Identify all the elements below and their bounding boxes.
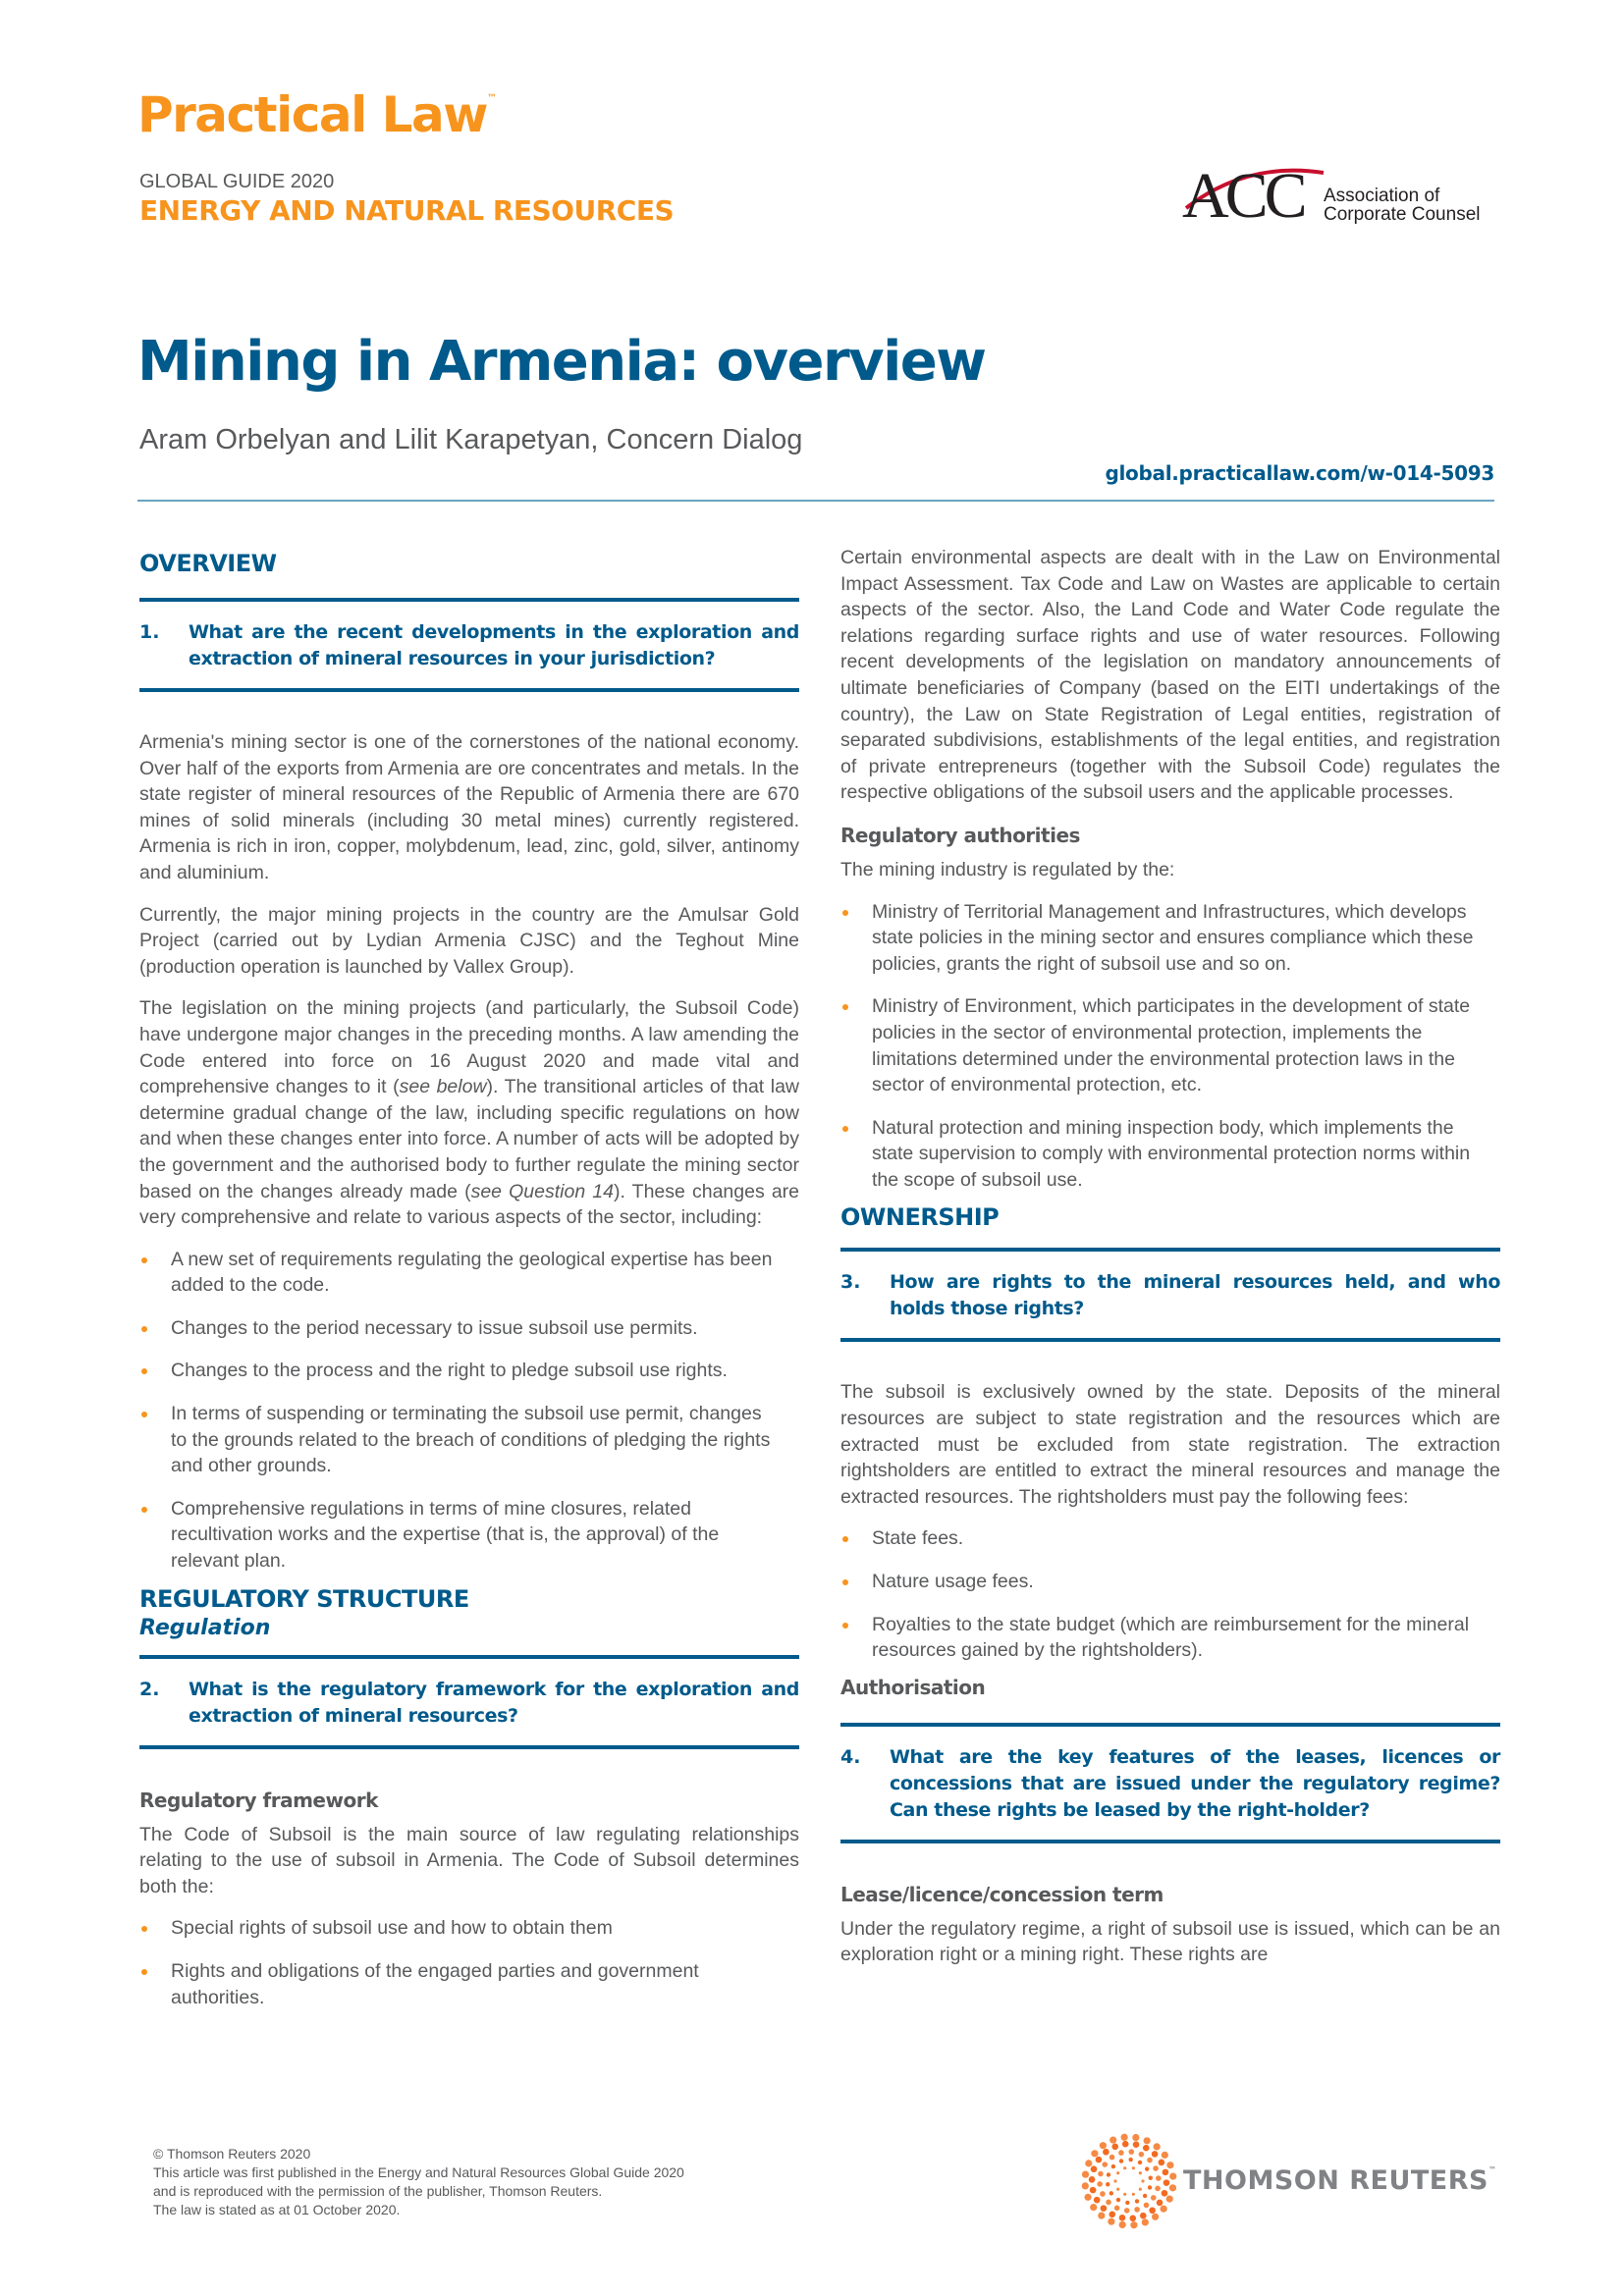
logo-dot	[1166, 2162, 1173, 2168]
publication-note: This article was first published in the Energy and Natural Resources Global Guide 2020	[153, 2164, 684, 2180]
logo-dot	[1142, 2218, 1149, 2225]
logo-dot	[1128, 2149, 1134, 2155]
question-3	[840, 1248, 1500, 1342]
acc-line2: Corporate Counsel	[1324, 204, 1481, 225]
bullet-icon	[141, 1257, 147, 1263]
logo-dot	[1169, 2184, 1176, 2191]
subheading-regulatory-authorities: Regulatory authorities	[840, 823, 1080, 847]
bullet-icon	[141, 1926, 147, 1932]
subheading-regulatory-framework: Regulatory framework	[139, 1788, 378, 1812]
logo-dot	[1145, 2166, 1149, 2170]
logo-dot	[1159, 2160, 1165, 2166]
logo-dot	[1151, 2195, 1157, 2201]
publisher-name: THOMSON REUTERS	[1183, 2165, 1489, 2196]
logo-dot	[1163, 2169, 1169, 2176]
logo-dot	[1082, 2182, 1089, 2189]
paragraph-subsoil-ownership: The subsoil is exclusively owned by the state. Deposits of the mineral resources are subject to state registration and the resources which are extracted must be excluded from state registration. The extraction rightsholders are entitled to extract the mineral resources and manage the extracted resources. The rightsholders must pay the following fees:	[840, 1381, 1500, 1508]
text-run: ). The transitional articles of that law determine gradual change of the law, including specific regulations on how and when these changes enter into force. A number of acts will be adopted by the government and the authorised body to further regulate the mining sector based on the changes already made (	[139, 1076, 800, 1202]
logo-dot	[1114, 2206, 1120, 2212]
logo-dot	[1119, 2221, 1126, 2228]
logo-dot	[1140, 2213, 1147, 2219]
question-text: What is the regulatory framework for the exploration and extraction of mineral resources?	[189, 1678, 799, 1727]
bullet-icon	[141, 1969, 147, 1975]
logo-dot	[1119, 2215, 1126, 2221]
guide-category: ENERGY AND NATURAL RESOURCES	[139, 194, 675, 227]
logo-dot	[1111, 2143, 1118, 2150]
paragraph-regulated-by: The mining industry is regulated by the:	[840, 858, 1175, 881]
bullet-icon	[141, 1507, 147, 1513]
logo-dot	[1162, 2190, 1168, 2197]
logo-dot	[1109, 2212, 1115, 2218]
logo-dot	[1132, 2134, 1139, 2141]
right-column	[840, 545, 1500, 1984]
thomson-reuters-wordmark	[1183, 2165, 1497, 2196]
logo-dot	[1132, 2166, 1135, 2169]
footer-note	[153, 2145, 684, 2219]
bullet-icon	[842, 1536, 848, 1542]
logo-dot	[1143, 2145, 1150, 2152]
list-item-text: Natural protection and mining inspection body, which implements the state supervision to comply with environmental protection norms within the scope of subsoil use.	[872, 1116, 1471, 1191]
cross-reference: see below	[399, 1076, 487, 1098]
logo-dot	[1152, 2214, 1159, 2220]
logo-dot	[1089, 2176, 1096, 2183]
paragraph-lease-term: Under the regulatory regime, a right of subsoil use is issued, which can be an exploration right or a mining right. These rights are	[840, 1917, 1500, 1966]
logo-dot	[1094, 2197, 1101, 2204]
list-item-text: Comprehensive regulations in terms of mine closures, related recultivation works and the expertise (that is, the approval) of the relevant plan.	[171, 1497, 720, 1573]
cross-reference: see Question 14	[470, 1180, 614, 1202]
logo-dot	[1123, 2193, 1126, 2196]
logo-dot	[1169, 2173, 1176, 2180]
logo-dot	[1147, 2158, 1153, 2163]
bullet-icon	[141, 1368, 147, 1374]
logo-dot	[1144, 2137, 1151, 2144]
text-run: ). These changes are very comprehensive and relate to various aspects of the sector, including:	[139, 1180, 800, 1229]
logo-dot	[1129, 2216, 1136, 2222]
list-item-text: State fees.	[872, 1527, 964, 1550]
list-item	[139, 1247, 799, 1299]
logo-dot	[1110, 2136, 1116, 2143]
bullet-icon	[141, 1326, 147, 1332]
list-item-text: Rights and obligations of the engaged parties and government authorities.	[171, 1960, 699, 2008]
logo-dot	[1090, 2187, 1097, 2194]
acc-logo-letters: ACC	[1182, 160, 1304, 232]
logo-dot	[1107, 2172, 1110, 2176]
logo-dot	[1139, 2171, 1142, 2174]
list-item	[139, 1915, 799, 1942]
logo-dot	[1098, 2171, 1104, 2177]
logo-dot	[1111, 2164, 1115, 2168]
logo-dot	[1113, 2179, 1116, 2182]
thomson-reuters-logo-icon	[1075, 2132, 1183, 2230]
text-run: The legislation on the mining projects (and particularly, the Subsoil Code) have undergone major changes in the preceding months. A law amending the Code entered into force on 16 August 2020 and made vital and comprehensive changes to it (	[139, 997, 799, 1098]
page-title: Mining in Armenia: overview	[137, 330, 986, 394]
list-item	[139, 1315, 799, 1342]
logo-dot	[1149, 2207, 1156, 2214]
logo-dot	[1091, 2150, 1098, 2157]
guide-label: GLOBAL GUIDE 2020	[139, 171, 335, 192]
acc-line1: Association of	[1324, 186, 1440, 206]
logo-dot	[1148, 2185, 1152, 2189]
logo-dot	[1139, 2152, 1145, 2158]
acc-org-name	[1324, 187, 1480, 224]
question-number: 2.	[139, 1678, 160, 1700]
logo-dot	[1128, 2158, 1132, 2162]
law-date-note: The law is stated as at 01 October 2020.	[153, 2202, 401, 2217]
logo-dot	[1157, 2200, 1164, 2207]
list-item-text: Changes to the period necessary to issue subsoil use permits.	[171, 1316, 698, 1339]
logo-dot	[1082, 2171, 1089, 2178]
question-number: 4.	[840, 1745, 861, 1768]
logo-dot	[1085, 2160, 1092, 2166]
article-link[interactable]: global.practicallaw.com/w-014-5093	[1105, 461, 1494, 485]
logo-dot	[1100, 2142, 1107, 2149]
practical-law-logo	[137, 86, 497, 143]
question-text: How are rights to the mineral resources held, and who holds those rights?	[890, 1271, 1500, 1320]
logo-dot	[1162, 2152, 1168, 2159]
logo-dot	[1106, 2200, 1111, 2206]
logo-dot	[1118, 2150, 1124, 2156]
list-item-text: Special rights of subsoil use and how to obtain them	[171, 1917, 613, 1940]
paragraph-legislation	[139, 995, 799, 1230]
logo-dot	[1121, 2134, 1128, 2141]
bullet-icon	[842, 1004, 848, 1010]
logo-dot	[1149, 2176, 1153, 2180]
logo-dot	[1135, 2199, 1139, 2203]
fees-list	[840, 1525, 1500, 1663]
authors: Aram Orbelyan and Lilit Karapetyan, Concern Dialog	[139, 424, 803, 455]
list-item	[840, 993, 1500, 1097]
logo-dot	[1143, 2194, 1147, 2198]
left-column	[139, 545, 799, 2027]
logo-dot	[1124, 2208, 1130, 2214]
brand-name: Practical Law	[137, 86, 487, 143]
logo-dot	[1166, 2196, 1173, 2203]
changes-list	[139, 1247, 799, 1575]
paragraph-mining-sector: Armenia's mining sector is one of the cornerstones of the national economy. Over half of the exports from Armenia are ore concentrates and metals. In the state register of mineral resources of the Republic of Armenia there are 670 mines of solid minerals (including 30 metal mines) currently registered. Armenia is rich in iron, copper, molybdenum, lead, zinc, gold, silver, antinomy and aluminium.	[139, 731, 799, 883]
list-item-text: Royalties to the state budget (which are reimbursement for the mineral resources gained by the rightsholders).	[872, 1613, 1470, 1662]
logo-dot	[1154, 2143, 1161, 2150]
logo-dot	[1134, 2207, 1140, 2213]
logo-dot	[1116, 2198, 1120, 2202]
logo-dot	[1103, 2149, 1110, 2156]
logo-dot	[1084, 2194, 1091, 2201]
logo-dot	[1110, 2191, 1113, 2195]
list-item-text: Changes to the process and the right to pledge subsoil use rights.	[171, 1360, 728, 1382]
logo-dot	[1122, 2141, 1129, 2148]
copyright: © Thomson Reuters 2020	[153, 2146, 311, 2162]
paragraph-major-projects: Currently, the major mining projects in the country are the Amulsar Gold Project (carried out by Lydian Armenia CJSC) and the Teghout Mine (production operation is launched by Vallex Group).	[139, 903, 799, 978]
section-heading-ownership: OWNERSHIP	[840, 1203, 1000, 1232]
logo-dot	[1160, 2206, 1166, 2213]
list-item	[840, 1115, 1500, 1194]
question-number: 3.	[840, 1271, 861, 1294]
question-1	[139, 598, 799, 692]
bullet-icon	[842, 1623, 848, 1629]
logo-dot	[1156, 2175, 1162, 2181]
logo-dot	[1098, 2212, 1105, 2218]
logo-dot	[1144, 2203, 1150, 2209]
bullet-icon	[842, 1579, 848, 1585]
paragraph-environmental-aspects: Certain environmental aspects are dealt with in the Law on Environmental Impact Assessment. Tax Code and Law on Wastes are applicable to certain aspects of the sector. Also, the Land Code and Water Code regulate the relations regarding surface rights and use of water resources. Following recent developments of the legislation on mandatory announcements of ultimate beneficiaries of Company (based on the EITI undertakings of the country), the Law on State Registration of Legal entities, registration of separated subdivisions, establishments of the legal entities, and registration of private entrepreneurs (together with the Subsoil Code) regulates the respective obligations of the subsoil users and the applicable processes.	[840, 547, 1500, 804]
section-heading-overview: OVERVIEW	[139, 550, 277, 577]
question-4	[840, 1723, 1500, 1843]
logo-dot	[1132, 2193, 1135, 2196]
logo-dot	[1139, 2188, 1142, 2191]
list-item-text: In terms of suspending or terminating the subsoil use permit, changes to the grounds related to the breach of conditions of pledging the rights and other grounds.	[171, 1403, 771, 1477]
subheading-authorisation: Authorisation	[840, 1675, 986, 1699]
question-2	[139, 1655, 799, 1749]
logo-dot	[1100, 2191, 1106, 2197]
title-divider	[137, 500, 1494, 502]
logo-dot	[1164, 2179, 1170, 2186]
logo-dot	[1090, 2204, 1097, 2211]
logo-dot	[1125, 2201, 1129, 2205]
logo-dot	[1116, 2188, 1119, 2191]
logo-dot	[1141, 2179, 1144, 2182]
logo-dot	[1152, 2151, 1159, 2158]
permission-note: and is reproduced with the permission of the publisher, Thomson Reuters.	[153, 2183, 603, 2199]
section-subheading-regulation: Regulation	[139, 1615, 271, 1640]
list-item-text: A new set of requirements regulating the geological expertise has been added to the code.	[171, 1248, 773, 1297]
question-text: What are the key features of the leases, licences or concessions that are issued under the regulatory regime? Can these rights be leased by the right-holder?	[890, 1745, 1500, 1821]
logo-dot	[1119, 2159, 1123, 2163]
framework-list	[139, 1915, 799, 2010]
question-text: What are the recent developments in the exploration and extraction of mineral resources in your jurisdiction?	[189, 621, 799, 669]
brand-trademark: ™	[486, 93, 497, 104]
list-item	[139, 1401, 799, 1479]
publisher-trademark: ™	[1489, 2165, 1497, 2174]
section-heading-regulatory-structure: REGULATORY STRUCTURE	[139, 1584, 469, 1613]
logo-dot	[1123, 2166, 1126, 2169]
list-item-text: Ministry of Environment, which participates in the development of state policies in the sector of environmental protection, implements the limitations determined under the environmental protection laws in the sector of environmental protection, etc.	[872, 995, 1471, 1096]
logo-dot	[1102, 2162, 1108, 2167]
list-item	[840, 1525, 1500, 1552]
list-item	[840, 1612, 1500, 1664]
list-item	[139, 1496, 799, 1575]
logo-dot	[1106, 2182, 1110, 2186]
logo-dot	[1138, 2161, 1142, 2164]
logo-dot	[1101, 2205, 1108, 2212]
list-item	[139, 1358, 799, 1384]
subheading-lease-term: Lease/licence/concession term	[840, 1882, 1164, 1906]
logo-dot	[1130, 2221, 1137, 2228]
bullet-icon	[141, 1412, 147, 1417]
list-item-text: Nature usage fees.	[872, 1571, 1034, 1593]
bullet-icon	[842, 1126, 848, 1132]
logo-dot	[1091, 2165, 1098, 2172]
logo-dot	[1153, 2165, 1159, 2171]
list-item	[840, 1569, 1500, 1595]
logo-dot	[1155, 2186, 1161, 2192]
logo-dot	[1097, 2181, 1103, 2187]
logo-dot	[1110, 2155, 1115, 2161]
list-item	[840, 899, 1500, 978]
authorities-list	[840, 899, 1500, 1194]
logo-dot	[1096, 2157, 1103, 2163]
bullet-icon	[842, 910, 848, 916]
list-item-text: Ministry of Territorial Management and Infrastructures, which develops state policies in the mining sector and ensures compliance which these policies, grants the right of subsoil use and so on.	[872, 900, 1474, 975]
question-number: 1.	[139, 621, 160, 643]
logo-dot	[1133, 2141, 1140, 2148]
logo-dot	[1116, 2171, 1119, 2174]
list-item	[139, 1958, 799, 2010]
paragraph-code-of-subsoil: The Code of Subsoil is the main source of law regulating relationships relating to the use of subsoil in Armenia. The Code of Subsoil determines both the:	[139, 1823, 799, 1897]
logo-dot	[1108, 2218, 1114, 2225]
